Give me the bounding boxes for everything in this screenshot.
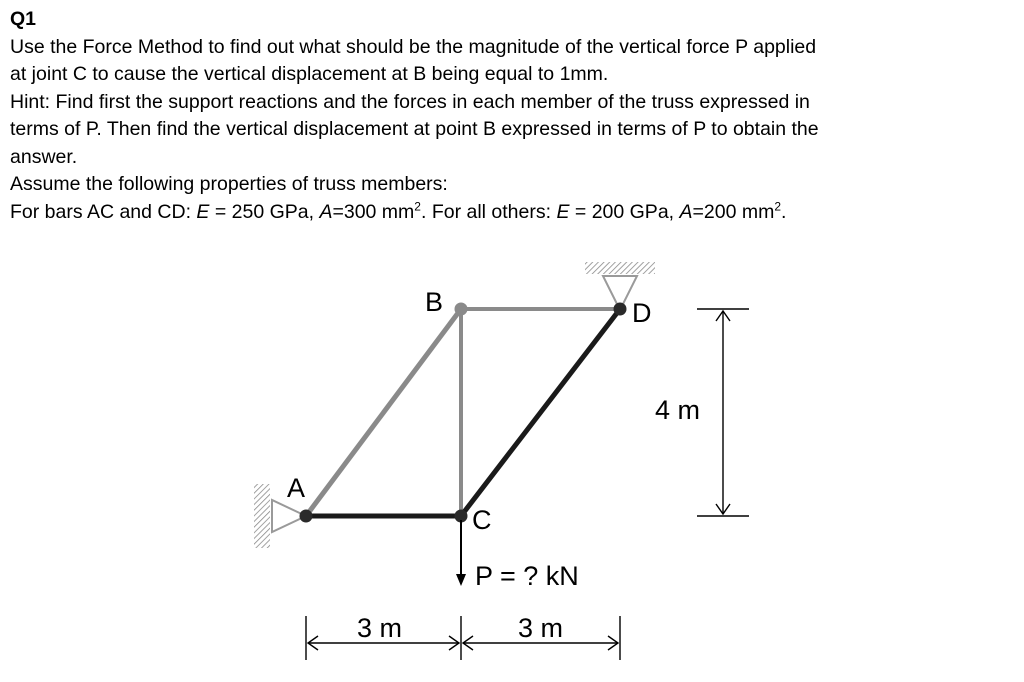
props-prefix: For bars AC and CD:	[10, 200, 197, 223]
support-d-hatch	[585, 262, 655, 274]
member-ab	[306, 309, 461, 516]
label-c: C	[472, 505, 492, 535]
props-e-symbol-2: E	[556, 200, 570, 223]
joint-d	[614, 303, 627, 316]
question-line-2: at joint C to cause the vertical displacement at B being equal to 1mm.	[10, 63, 609, 85]
question-number: Q1	[10, 8, 37, 30]
member-cd	[461, 309, 620, 516]
props-others-e: = 200 GPa,	[569, 200, 680, 223]
dim-horizontal	[306, 616, 620, 660]
dim-right-label: 3 m	[518, 613, 564, 643]
support-a-hatch	[254, 484, 270, 548]
hint-line-1: Hint: Find first the support reactions and the forces in each member of the truss expressed in	[10, 90, 810, 113]
props-squared-2: 2	[774, 199, 782, 213]
props-ac-cd-a: =300 mm	[332, 200, 415, 223]
question-line-1: Use the Force Method to find out what should be the magnitude of the vertical force P applied	[10, 35, 817, 58]
hint-line-3: answer.	[10, 145, 78, 168]
label-b: B	[425, 287, 444, 317]
joint-b	[455, 303, 468, 316]
props-squared-1: 2	[414, 199, 421, 213]
hint-line-2: terms of P. Then find the vertical displacement at point B expressed in terms of P to obtain the	[10, 118, 819, 140]
props-e-symbol-1: E	[196, 200, 210, 223]
load-arrow	[456, 520, 466, 586]
label-d: D	[632, 298, 652, 328]
props-others-a: =200 mm	[692, 200, 775, 223]
assume-line: Assume the following properties of truss members:	[10, 173, 448, 195]
label-a: A	[287, 473, 306, 503]
props-a-symbol-1: A	[319, 200, 333, 223]
props-end: .	[781, 200, 787, 223]
dim-height-label: 4 m	[655, 395, 701, 425]
props-mid: . For all others:	[420, 200, 557, 223]
props-ac-cd-e: = 250 GPa,	[209, 200, 320, 223]
joint-a	[300, 510, 313, 523]
dim-vertical	[697, 309, 749, 516]
load-label: P = ? kN	[475, 561, 579, 591]
dim-left-label: 3 m	[357, 613, 403, 643]
props-a-symbol-2: A	[679, 200, 693, 223]
